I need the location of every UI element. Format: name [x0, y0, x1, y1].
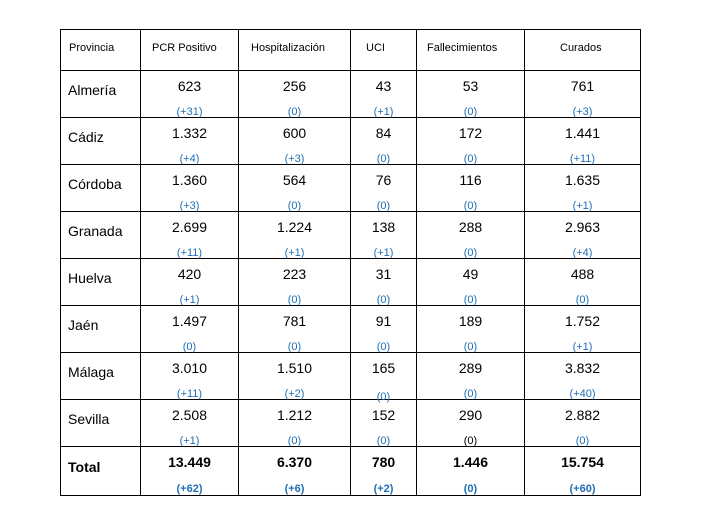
province-name: Granada	[68, 223, 123, 239]
curados-value: 15.754	[561, 454, 604, 470]
header-pcr-positivo: PCR Positivo	[141, 30, 239, 71]
curados-change: (+1)	[572, 341, 593, 353]
pcr-positivo-cell	[141, 118, 239, 165]
fallecimientos-change: (0)	[463, 483, 478, 495]
province-cell	[61, 306, 141, 353]
curados-value: 2.963	[564, 219, 601, 235]
table-row	[61, 118, 641, 165]
curados-cell	[525, 212, 641, 259]
pcr-positivo-cell	[141, 259, 239, 306]
fallecimientos-change: (0)	[463, 294, 478, 306]
pcr-positivo-cell	[141, 400, 239, 447]
uci-change: (0)	[376, 391, 391, 403]
hospitalizacion-value: 1.510	[276, 360, 313, 376]
uci-cell	[351, 259, 417, 306]
fallecimientos-change: (0)	[463, 388, 478, 400]
hospitalizacion-value: 223	[282, 266, 307, 282]
uci-change: (+1)	[373, 247, 394, 259]
curados-value: 488	[570, 266, 595, 282]
hospitalizacion-value: 1.212	[276, 407, 313, 423]
pcr-positivo-change: (+3)	[179, 200, 200, 212]
covid-data-table	[60, 29, 641, 496]
pcr-positivo-value: 1.497	[171, 313, 208, 329]
province-cell	[61, 447, 141, 496]
uci-value: 84	[375, 125, 392, 141]
province-name: Huelva	[68, 270, 112, 286]
fallecimientos-cell	[417, 447, 525, 496]
fallecimientos-value: 290	[458, 407, 483, 423]
curados-value: 1.635	[564, 172, 601, 188]
curados-change: (0)	[575, 435, 590, 447]
hospitalizacion-cell	[239, 259, 351, 306]
table-row	[61, 400, 641, 447]
uci-change: (+1)	[373, 106, 394, 118]
fallecimientos-change: (0)	[463, 435, 478, 447]
hospitalizacion-value: 6.370	[276, 454, 313, 470]
pcr-positivo-value: 2.508	[171, 407, 208, 423]
hospitalizacion-cell	[239, 71, 351, 118]
uci-change: (0)	[376, 200, 391, 212]
curados-cell	[525, 306, 641, 353]
pcr-positivo-value: 13.449	[168, 454, 211, 470]
pcr-positivo-cell	[141, 353, 239, 400]
pcr-positivo-cell	[141, 212, 239, 259]
header-curados: Curados	[525, 30, 641, 71]
curados-change: (+1)	[572, 200, 593, 212]
curados-change: (+3)	[572, 106, 593, 118]
pcr-positivo-change: (0)	[182, 341, 197, 353]
uci-cell	[351, 212, 417, 259]
curados-change: (0)	[575, 294, 590, 306]
curados-change: (+40)	[569, 388, 596, 400]
header-provincia: Provincia	[61, 30, 141, 71]
uci-cell	[351, 71, 417, 118]
pcr-positivo-value: 3.010	[171, 360, 208, 376]
curados-cell	[525, 165, 641, 212]
hospitalizacion-value: 256	[282, 78, 307, 94]
fallecimientos-cell	[417, 400, 525, 447]
table-row	[61, 306, 641, 353]
province-cell	[61, 400, 141, 447]
fallecimientos-cell	[417, 118, 525, 165]
uci-change: (+2)	[373, 483, 394, 495]
hospitalizacion-cell	[239, 118, 351, 165]
hospitalizacion-value: 781	[282, 313, 307, 329]
pcr-positivo-change: (+4)	[179, 153, 200, 165]
uci-value: 76	[375, 172, 392, 188]
fallecimientos-value: 1.446	[452, 454, 489, 470]
uci-cell	[351, 118, 417, 165]
fallecimientos-cell	[417, 165, 525, 212]
uci-value: 43	[375, 78, 392, 94]
header-fallecimientos: Fallecimientos	[417, 30, 525, 71]
uci-cell	[351, 353, 417, 403]
curados-cell	[525, 71, 641, 118]
pcr-positivo-change: (+11)	[176, 388, 203, 400]
hospitalizacion-change: (+2)	[284, 388, 305, 400]
pcr-positivo-value: 1.332	[171, 125, 208, 141]
curados-value: 1.441	[564, 125, 601, 141]
uci-cell	[351, 400, 417, 447]
table-row	[61, 212, 641, 259]
table-row	[61, 353, 641, 400]
pcr-positivo-change: (+31)	[176, 106, 203, 118]
uci-cell	[351, 306, 417, 353]
hospitalizacion-value: 600	[282, 125, 307, 141]
uci-cell	[351, 447, 417, 496]
uci-value: 780	[371, 454, 396, 470]
fallecimientos-change: (0)	[463, 247, 478, 259]
fallecimientos-value: 116	[459, 172, 482, 188]
hospitalizacion-change: (0)	[287, 435, 302, 447]
uci-value: 91	[375, 313, 392, 329]
province-name: Jaén	[68, 317, 99, 333]
pcr-positivo-cell	[141, 165, 239, 212]
hospitalizacion-change: (+1)	[284, 247, 305, 259]
hospitalizacion-cell	[239, 353, 351, 400]
curados-value: 1.752	[564, 313, 601, 329]
pcr-positivo-value: 2.699	[171, 219, 208, 235]
province-cell	[61, 165, 141, 212]
uci-change: (0)	[376, 153, 391, 165]
uci-value: 138	[371, 219, 396, 235]
curados-cell	[525, 400, 641, 447]
fallecimientos-change: (0)	[463, 153, 478, 165]
hospitalizacion-change: (0)	[287, 294, 302, 306]
hospitalizacion-cell	[239, 165, 351, 212]
curados-cell	[525, 259, 641, 306]
table-row	[61, 71, 641, 118]
fallecimientos-value: 189	[458, 313, 483, 329]
province-cell	[61, 71, 141, 118]
province-name: Cádiz	[68, 129, 104, 145]
fallecimientos-value: 288	[458, 219, 483, 235]
province-cell	[61, 353, 141, 400]
hospitalizacion-cell	[239, 306, 351, 353]
province-cell	[61, 118, 141, 165]
province-name: Total	[68, 459, 101, 475]
fallecimientos-value: 53	[462, 78, 479, 94]
province-name: Málaga	[68, 364, 114, 380]
hospitalizacion-value: 1.224	[276, 219, 313, 235]
pcr-positivo-change: (+62)	[176, 483, 203, 495]
pcr-positivo-cell	[141, 306, 239, 353]
hospitalizacion-change: (+3)	[284, 153, 305, 165]
pcr-positivo-change: (+11)	[176, 247, 203, 259]
header-uci: UCI	[351, 30, 417, 71]
table-row	[61, 259, 641, 306]
header-row	[61, 30, 641, 71]
pcr-positivo-value: 1.360	[171, 172, 208, 188]
pcr-positivo-change: (+1)	[179, 435, 200, 447]
fallecimientos-value: 289	[458, 360, 483, 376]
province-cell	[61, 259, 141, 306]
header-hospitalizacion: Hospitalización	[239, 30, 351, 71]
fallecimientos-value: 172	[458, 125, 483, 141]
total-row	[61, 447, 641, 496]
pcr-positivo-value: 420	[177, 266, 202, 282]
curados-value: 2.882	[564, 407, 601, 423]
uci-value: 152	[371, 407, 396, 423]
fallecimientos-cell	[417, 259, 525, 306]
province-name: Almería	[68, 82, 117, 98]
table-row	[61, 165, 641, 212]
hospitalizacion-change: (0)	[287, 341, 302, 353]
pcr-positivo-change: (+1)	[179, 294, 200, 306]
pcr-positivo-cell	[141, 447, 239, 496]
hospitalizacion-change: (0)	[287, 200, 302, 212]
pcr-positivo-value: 623	[177, 78, 202, 94]
hospitalizacion-cell	[239, 400, 351, 447]
fallecimientos-change: (0)	[463, 200, 478, 212]
fallecimientos-cell	[417, 353, 525, 400]
curados-change: (+60)	[569, 483, 596, 495]
hospitalizacion-value: 564	[282, 172, 307, 188]
curados-change: (+4)	[572, 247, 593, 259]
hospitalizacion-change: (0)	[287, 106, 302, 118]
province-name: Sevilla	[68, 411, 110, 427]
curados-cell	[525, 447, 641, 496]
fallecimientos-cell	[417, 212, 525, 259]
hospitalizacion-cell	[239, 212, 351, 259]
fallecimientos-cell	[417, 71, 525, 118]
province-name: Córdoba	[68, 176, 122, 192]
hospitalizacion-cell	[239, 447, 351, 496]
province-cell	[61, 212, 141, 259]
uci-value: 31	[375, 266, 392, 282]
uci-value: 165	[371, 360, 396, 376]
fallecimientos-value: 49	[462, 266, 479, 282]
curados-change: (+11)	[569, 153, 596, 165]
fallecimientos-change: (0)	[463, 341, 478, 353]
fallecimientos-cell	[417, 306, 525, 353]
curados-value: 3.832	[564, 360, 601, 376]
uci-change: (0)	[376, 435, 391, 447]
curados-cell	[525, 118, 641, 165]
uci-change: (0)	[376, 341, 391, 353]
fallecimientos-change: (0)	[463, 106, 478, 118]
pcr-positivo-cell	[141, 71, 239, 118]
curados-cell	[525, 353, 641, 400]
uci-change: (0)	[376, 294, 391, 306]
hospitalizacion-change: (+6)	[284, 483, 305, 495]
uci-cell	[351, 165, 417, 212]
curados-value: 761	[570, 78, 595, 94]
